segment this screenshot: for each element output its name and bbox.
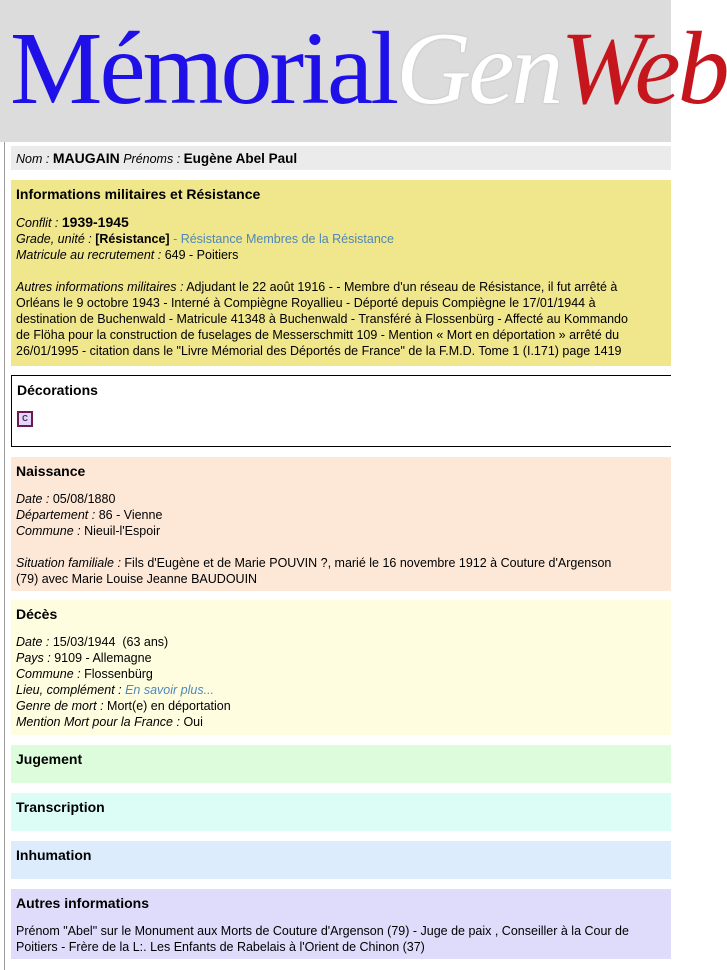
identity-bar: [11, 146, 671, 170]
deces-genre: Mort(e) en déportation: [107, 699, 231, 713]
autres-line: Poitiers - Frère de la L:. Les Enfants de Rabelais à l'Orient de Chinon (37): [16, 940, 425, 954]
naissance-date-label: Date :: [16, 492, 50, 506]
section-title: Naissance: [16, 463, 86, 479]
site-banner[interactable]: [0, 0, 727, 142]
grade-value: [Résistance]: [95, 232, 170, 246]
naissance-dept-label: Département :: [16, 508, 96, 522]
en-savoir-plus-link[interactable]: En savoir plus...: [125, 683, 215, 697]
prenoms-label: Prénoms :: [123, 152, 181, 166]
situation-label: Situation familiale :: [16, 556, 121, 570]
left-border: [4, 142, 5, 970]
deces-commune-label: Commune :: [16, 667, 81, 681]
nom-label: Nom :: [16, 152, 50, 166]
section-title: Décès: [16, 606, 58, 622]
logo-part-gen: Gen: [396, 11, 561, 126]
decoration-ribbon-icon[interactable]: C: [17, 411, 33, 427]
deces-commune: Flossenbürg: [84, 667, 153, 681]
naissance-dept: 86 - Vienne: [98, 508, 163, 522]
situation-line: (79) avec Marie Louise Jeanne BAUDOUIN: [16, 572, 258, 586]
section-title: Inhumation: [16, 847, 92, 863]
deces-mention-label: Mention Mort pour la France :: [16, 715, 180, 729]
section-jugement: [11, 745, 671, 783]
logo-part-web: Web: [560, 11, 727, 126]
conflit-value: 1939-1945: [61, 214, 129, 230]
deces-mention: Oui: [183, 715, 203, 729]
naissance-commune-label: Commune :: [16, 524, 81, 538]
section-title: Autres informations: [16, 895, 150, 911]
matricule-label: Matricule au recrutement :: [16, 248, 162, 262]
memorialgenweb-logo[interactable]: [10, 6, 727, 131]
deces-genre-label: Genre de mort :: [16, 699, 104, 713]
autres-militaires-line: de Flöha pour la construction de fuselages de Messerschmitt 109 - Mention « Mort en déportation » arrêté du: [16, 328, 620, 342]
section-decorations: [11, 375, 671, 447]
deces-pays: 9109 - Allemagne: [54, 651, 152, 665]
matricule-value: 649 - Poitiers: [164, 248, 239, 262]
autres-militaires-line: Orléans le 9 octobre 1943 - Interné à Compiègne Royallieu - Déporté depuis Compiègne le 17/01/1944 à: [16, 296, 596, 310]
grade-label: Grade, unité :: [16, 232, 92, 246]
section-title: Jugement: [16, 751, 83, 767]
situation-line: Fils d'Eugène et de Marie POUVIN ?, marié le 16 novembre 1912 à Couture d'Argenson: [124, 556, 612, 570]
section-title: Transcription: [16, 799, 105, 815]
deces-date: 15/03/1944 (63 ans): [52, 635, 169, 649]
deces-date-label: Date :: [16, 635, 50, 649]
naissance-date: 05/08/1880: [52, 492, 116, 506]
section-transcription: [11, 793, 671, 831]
section-title: Décorations: [17, 382, 98, 398]
section-naissance: [11, 457, 671, 591]
naissance-commune: Nieuil-l'Espoir: [84, 524, 161, 538]
nom-value: MAUGAIN: [52, 150, 120, 166]
prenoms-value: Eugène Abel Paul: [183, 151, 298, 166]
section-deces: [11, 600, 671, 735]
autres-militaires-line: 26/01/1995 - citation dans le "Livre Mémorial des Déportés de France" de la F.M.D. Tome 1 (I.171) page 1419: [16, 344, 622, 358]
section-inhumation: [11, 841, 671, 879]
autres-line: Prénom "Abel" sur le Monument aux Morts de Couture d'Argenson (79) - Juge de paix , Conseiller à la Cour de: [16, 924, 629, 938]
logo-part-memorial: Mémorial: [10, 11, 397, 126]
deces-lieu-label: Lieu, complément :: [16, 683, 122, 697]
autres-militaires-label: Autres informations militaires :: [16, 280, 184, 294]
section-autres-informations: [11, 889, 671, 959]
deces-pays-label: Pays :: [16, 651, 51, 665]
section-title: Informations militaires et Résistance: [16, 186, 261, 202]
autres-militaires-line: destination de Buchenwald - Matricule 41348 à Buchenwald - Transféré à Flossenbürg - Affecté au Kommando: [16, 312, 628, 326]
section-militaire: [11, 180, 671, 366]
grade-link[interactable]: - Résistance Membres de la Résistance: [173, 232, 394, 246]
autres-militaires-line: Adjudant le 22 août 1916 - - Membre d'un réseau de Résistance, il fut arrêté à: [186, 280, 618, 294]
conflit-label: Conflit :: [16, 216, 59, 230]
